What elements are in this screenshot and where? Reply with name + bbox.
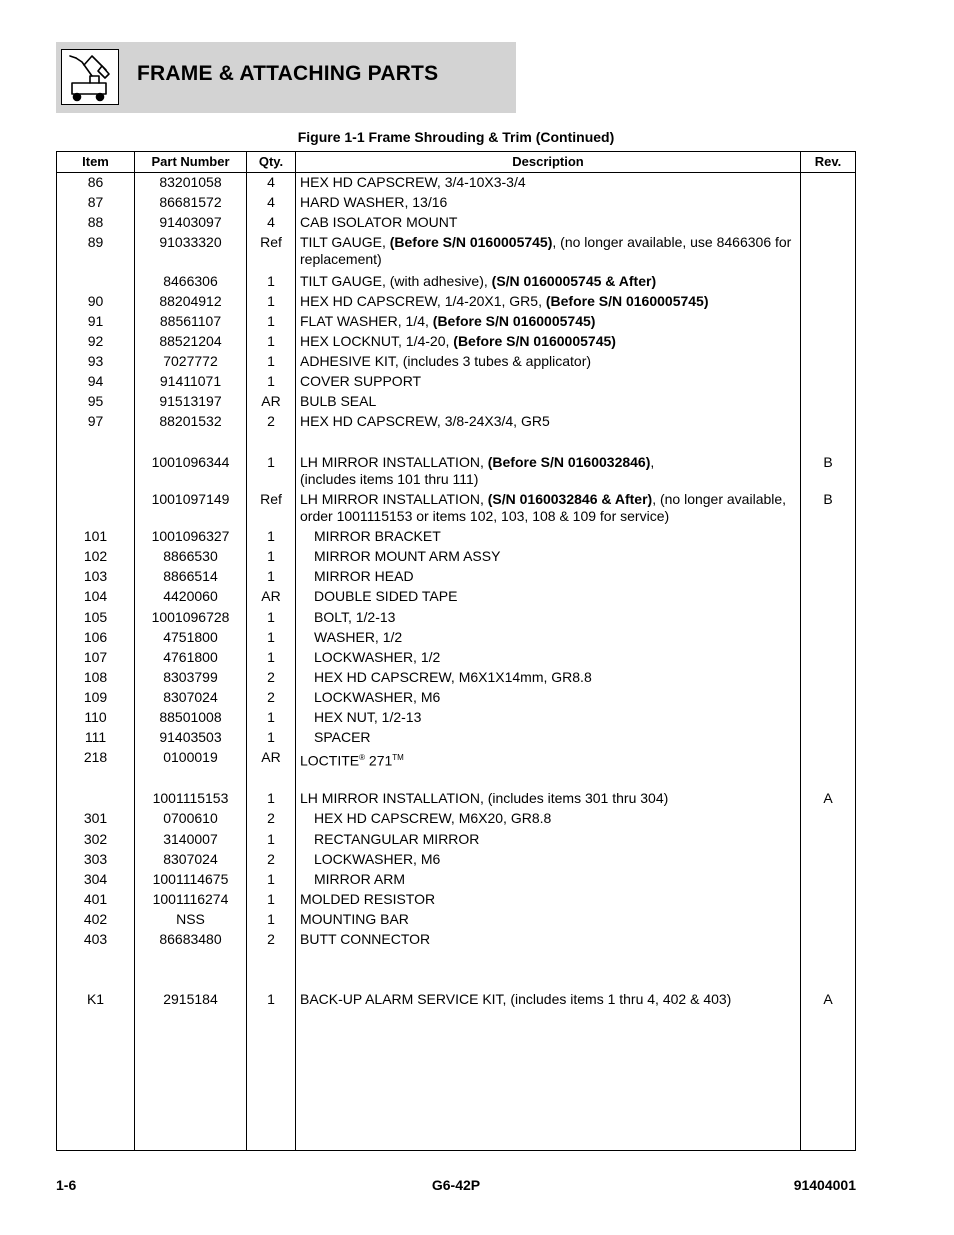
item-number: 105 bbox=[83, 609, 108, 625]
serial-range-text: (S/N 0160032846 & After) bbox=[487, 491, 653, 507]
quantity: 1 bbox=[267, 568, 275, 584]
item-number: 109 bbox=[83, 689, 108, 705]
description bbox=[300, 353, 796, 370]
description-text: MIRROR HEAD bbox=[314, 568, 414, 584]
description-text: WASHER, 1/2 bbox=[314, 629, 403, 645]
quantity: 1 bbox=[267, 729, 275, 745]
description bbox=[300, 931, 796, 948]
column-header-rev: Rev. bbox=[814, 154, 842, 169]
description bbox=[314, 568, 796, 585]
quantity: 2 bbox=[267, 413, 275, 429]
description-text: BULB SEAL bbox=[300, 393, 377, 409]
item-number: 111 bbox=[84, 729, 107, 745]
part-number: 86681572 bbox=[159, 194, 222, 210]
description-text: MIRROR BRACKET bbox=[314, 528, 441, 544]
quantity: 1 bbox=[267, 548, 275, 564]
description bbox=[300, 491, 796, 525]
part-number: 4420060 bbox=[163, 588, 218, 604]
item-number: 89 bbox=[87, 234, 104, 250]
item-number: 102 bbox=[83, 548, 108, 564]
item-number: 92 bbox=[87, 333, 104, 349]
description-text: HARD WASHER, 13/16 bbox=[300, 194, 448, 210]
item-number: 86 bbox=[87, 174, 104, 190]
description bbox=[314, 588, 796, 605]
quantity: 2 bbox=[267, 851, 275, 867]
quantity: AR bbox=[261, 749, 281, 765]
part-number: 88561107 bbox=[159, 313, 222, 329]
description-text: MOLDED RESISTOR bbox=[300, 891, 436, 907]
description bbox=[300, 991, 796, 1008]
item-number: 401 bbox=[83, 891, 108, 907]
description bbox=[300, 174, 796, 191]
description bbox=[300, 273, 796, 290]
item-number: 402 bbox=[83, 911, 108, 927]
description-text: LH MIRROR INSTALLATION, (includes items 301 thru 304) bbox=[300, 790, 669, 806]
serial-range-text: (Before S/N 0160005745) bbox=[389, 234, 553, 250]
part-number: NSS bbox=[176, 911, 205, 927]
description-text: HEX HD CAPSCREW, 3/8-24X3/4, GR5 bbox=[300, 413, 550, 429]
serial-range-text: (Before S/N 0160005745) bbox=[453, 333, 616, 349]
quantity: 1 bbox=[267, 454, 275, 470]
item-number: K1 bbox=[86, 991, 105, 1007]
item-number: 90 bbox=[87, 293, 104, 309]
part-number: 0700610 bbox=[163, 810, 218, 826]
quantity: 1 bbox=[267, 273, 275, 289]
quantity: 1 bbox=[267, 313, 275, 329]
description bbox=[300, 293, 796, 310]
quantity: 4 bbox=[267, 174, 275, 190]
description-text: CAB ISOLATOR MOUNT bbox=[300, 214, 458, 230]
parts-table bbox=[56, 151, 856, 1151]
item-number: 94 bbox=[87, 373, 104, 389]
description bbox=[314, 709, 796, 726]
part-number: 7027772 bbox=[163, 353, 218, 369]
description-text: BACK-UP ALARM SERVICE KIT, (includes items 1 thru 4, 402 & 403) bbox=[300, 991, 732, 1007]
quantity: 1 bbox=[267, 353, 275, 369]
item-number: 93 bbox=[87, 353, 104, 369]
part-number: 88204912 bbox=[159, 293, 222, 309]
description-text: MIRROR ARM bbox=[314, 871, 405, 887]
description bbox=[300, 234, 796, 268]
part-number: 8466306 bbox=[163, 273, 218, 289]
item-number: 104 bbox=[83, 588, 108, 604]
quantity: 1 bbox=[267, 609, 275, 625]
description bbox=[300, 413, 796, 430]
part-number: 8866514 bbox=[163, 568, 218, 584]
item-number: 108 bbox=[83, 669, 108, 685]
item-number: 403 bbox=[83, 931, 108, 947]
item-number: 97 bbox=[87, 413, 104, 429]
quantity: 1 bbox=[267, 891, 275, 907]
part-number: 4761800 bbox=[163, 649, 218, 665]
description bbox=[314, 649, 796, 666]
document-number: 91404001 bbox=[793, 1177, 856, 1193]
description-text: LOCKWASHER, 1/2 bbox=[314, 649, 441, 665]
description bbox=[314, 528, 796, 545]
serial-range-text: (S/N 0160005745 & After) bbox=[491, 273, 657, 289]
description bbox=[300, 393, 796, 410]
description-text: FLAT WASHER, 1/4, bbox=[300, 313, 433, 329]
quantity: 4 bbox=[267, 194, 275, 210]
quantity: 1 bbox=[267, 373, 275, 389]
quantity: 1 bbox=[267, 871, 275, 887]
column-header-description: Description bbox=[512, 154, 584, 169]
item-number: 101 bbox=[83, 528, 108, 544]
quantity: 2 bbox=[267, 810, 275, 826]
part-number: 91411071 bbox=[159, 373, 222, 389]
quantity: 1 bbox=[267, 991, 275, 1007]
part-number: 1001115153 bbox=[152, 790, 229, 806]
description bbox=[300, 373, 796, 390]
part-number: 8303799 bbox=[163, 669, 218, 685]
description bbox=[300, 333, 796, 350]
quantity: 1 bbox=[267, 911, 275, 927]
serial-range-text: (Before S/N 0160005745) bbox=[545, 293, 709, 309]
boom-lift-machine-icon bbox=[61, 49, 119, 105]
column-divider bbox=[295, 152, 296, 1150]
part-number: 3140007 bbox=[163, 831, 218, 847]
item-number: 303 bbox=[83, 851, 108, 867]
description bbox=[300, 911, 796, 928]
quantity: 1 bbox=[267, 790, 275, 806]
item-number: 218 bbox=[83, 749, 108, 765]
column-header-part-number: Part Number bbox=[151, 154, 230, 169]
part-number: 0100019 bbox=[163, 749, 218, 765]
quantity: 2 bbox=[267, 669, 275, 685]
header-divider bbox=[57, 172, 855, 173]
part-number: 88201532 bbox=[159, 413, 222, 429]
description bbox=[314, 609, 796, 626]
description-text: LH MIRROR INSTALLATION, bbox=[300, 491, 488, 507]
part-number: 91513197 bbox=[159, 393, 222, 409]
description bbox=[300, 214, 796, 231]
part-number: 91403097 bbox=[159, 214, 222, 230]
revision: B bbox=[823, 491, 833, 507]
item-number: 110 bbox=[84, 709, 107, 725]
quantity: 1 bbox=[267, 831, 275, 847]
part-number: 86683480 bbox=[159, 931, 222, 947]
quantity: AR bbox=[261, 588, 281, 604]
part-number: 4751800 bbox=[163, 629, 218, 645]
part-number: 88521204 bbox=[159, 333, 222, 349]
quantity: 2 bbox=[267, 689, 275, 705]
serial-range-text: (Before S/N 0160005745) bbox=[432, 313, 596, 329]
description bbox=[300, 313, 796, 330]
description-text: TM bbox=[392, 753, 404, 762]
part-number: 88501008 bbox=[159, 709, 222, 725]
part-number: 1001097149 bbox=[151, 491, 230, 507]
description bbox=[300, 891, 796, 908]
item-number: 103 bbox=[83, 568, 108, 584]
part-number: 1001114675 bbox=[152, 871, 229, 887]
quantity: 1 bbox=[267, 629, 275, 645]
description-text: , (no longer available, order 1001115153 or items 102, 103, 108 & 109 for service) bbox=[300, 491, 787, 524]
description-text: HEX HD CAPSCREW, 3/4-10X3-3/4 bbox=[300, 174, 526, 190]
quantity: Ref bbox=[260, 234, 282, 250]
column-header-qty: Qty. bbox=[258, 154, 284, 169]
part-number: 1001096327 bbox=[151, 528, 230, 544]
description bbox=[314, 851, 796, 868]
description-text: SPACER bbox=[314, 729, 371, 745]
description-text: RECTANGULAR MIRROR bbox=[314, 831, 480, 847]
item-number: 304 bbox=[83, 871, 108, 887]
part-number: 91403503 bbox=[159, 729, 222, 745]
part-number: 1001096728 bbox=[151, 609, 230, 625]
item-number: 88 bbox=[87, 214, 104, 230]
description-text: LOCTITE bbox=[300, 752, 360, 769]
item-number: 302 bbox=[83, 831, 108, 847]
description-text: LH MIRROR INSTALLATION, bbox=[300, 454, 488, 470]
description-text: ADHESIVE KIT, (includes 3 tubes & applicator) bbox=[300, 353, 592, 369]
serial-range-text: (Before S/N 0160032846) bbox=[487, 454, 651, 470]
quantity: 1 bbox=[267, 528, 275, 544]
quantity: 1 bbox=[267, 333, 275, 349]
page-title: FRAME & ATTACHING PARTS bbox=[137, 62, 439, 85]
description-text: 271 bbox=[365, 752, 393, 769]
revision: A bbox=[823, 991, 833, 1007]
description-text: TILT GAUGE, (with adhesive), bbox=[300, 273, 492, 289]
item-number: 107 bbox=[83, 649, 108, 665]
part-number: 8866530 bbox=[163, 548, 218, 564]
part-number: 91033320 bbox=[159, 234, 222, 250]
description-text: HEX NUT, 1/2-13 bbox=[314, 709, 422, 725]
description-text: LOCKWASHER, M6 bbox=[314, 851, 441, 867]
description bbox=[314, 810, 796, 827]
part-number: 1001116274 bbox=[152, 891, 229, 907]
description-text: BOLT, 1/2-13 bbox=[314, 609, 396, 625]
description bbox=[314, 548, 796, 565]
description-text: MOUNTING BAR bbox=[300, 911, 409, 927]
description-text: , bbox=[650, 454, 655, 470]
quantity: 4 bbox=[267, 214, 275, 230]
description-text: DOUBLE SIDED TAPE bbox=[314, 588, 458, 604]
part-number: 8307024 bbox=[163, 689, 218, 705]
description-text: HEX HD CAPSCREW, M6X1X14mm, GR8.8 bbox=[314, 669, 592, 685]
item-number: 301 bbox=[83, 810, 108, 826]
revision: B bbox=[823, 454, 833, 470]
column-header-item: Item bbox=[82, 154, 109, 169]
description-text: HEX HD CAPSCREW, M6X20, GR8.8 bbox=[314, 810, 552, 826]
description bbox=[314, 689, 796, 706]
figure-caption: Figure 1-1 Frame Shrouding & Trim (Continued) bbox=[297, 129, 615, 145]
quantity: 1 bbox=[267, 293, 275, 309]
description-text: , (no longer available, use 8466306 for replacement) bbox=[300, 234, 792, 267]
quantity: AR bbox=[261, 393, 281, 409]
part-number: 83201058 bbox=[159, 174, 222, 190]
description-text: LOCKWASHER, M6 bbox=[314, 689, 441, 705]
description bbox=[300, 749, 796, 770]
quantity: Ref bbox=[260, 491, 282, 507]
description-text: BUTT CONNECTOR bbox=[300, 931, 431, 947]
item-number: 87 bbox=[87, 194, 104, 210]
description-text: ® bbox=[359, 753, 366, 762]
description-text: COVER SUPPORT bbox=[300, 373, 422, 389]
description bbox=[314, 729, 796, 746]
description-text: MIRROR MOUNT ARM ASSY bbox=[314, 548, 501, 564]
description-text: (includes items 101 thru 111) bbox=[300, 471, 479, 487]
revision: A bbox=[823, 790, 833, 806]
item-number: 106 bbox=[83, 629, 108, 645]
part-number: 1001096344 bbox=[151, 454, 230, 470]
part-number: 8307024 bbox=[163, 851, 218, 867]
description bbox=[314, 629, 796, 646]
description bbox=[314, 871, 796, 888]
item-number: 91 bbox=[87, 313, 104, 329]
description-text: HEX LOCKNUT, 1/4-20, bbox=[300, 333, 454, 349]
quantity: 1 bbox=[267, 709, 275, 725]
quantity: 1 bbox=[267, 649, 275, 665]
page-number: 1-6 bbox=[56, 1177, 77, 1193]
description bbox=[300, 454, 796, 488]
description-text: TILT GAUGE, bbox=[300, 234, 390, 250]
description bbox=[300, 790, 796, 807]
quantity: 2 bbox=[267, 931, 275, 947]
description-text: HEX HD CAPSCREW, 1/4-20X1, GR5, bbox=[300, 293, 546, 309]
part-number: 2915184 bbox=[163, 991, 218, 1007]
description bbox=[314, 831, 796, 848]
description bbox=[300, 194, 796, 211]
description bbox=[314, 669, 796, 686]
item-number: 95 bbox=[87, 393, 104, 409]
model-name: G6-42P bbox=[431, 1177, 481, 1193]
